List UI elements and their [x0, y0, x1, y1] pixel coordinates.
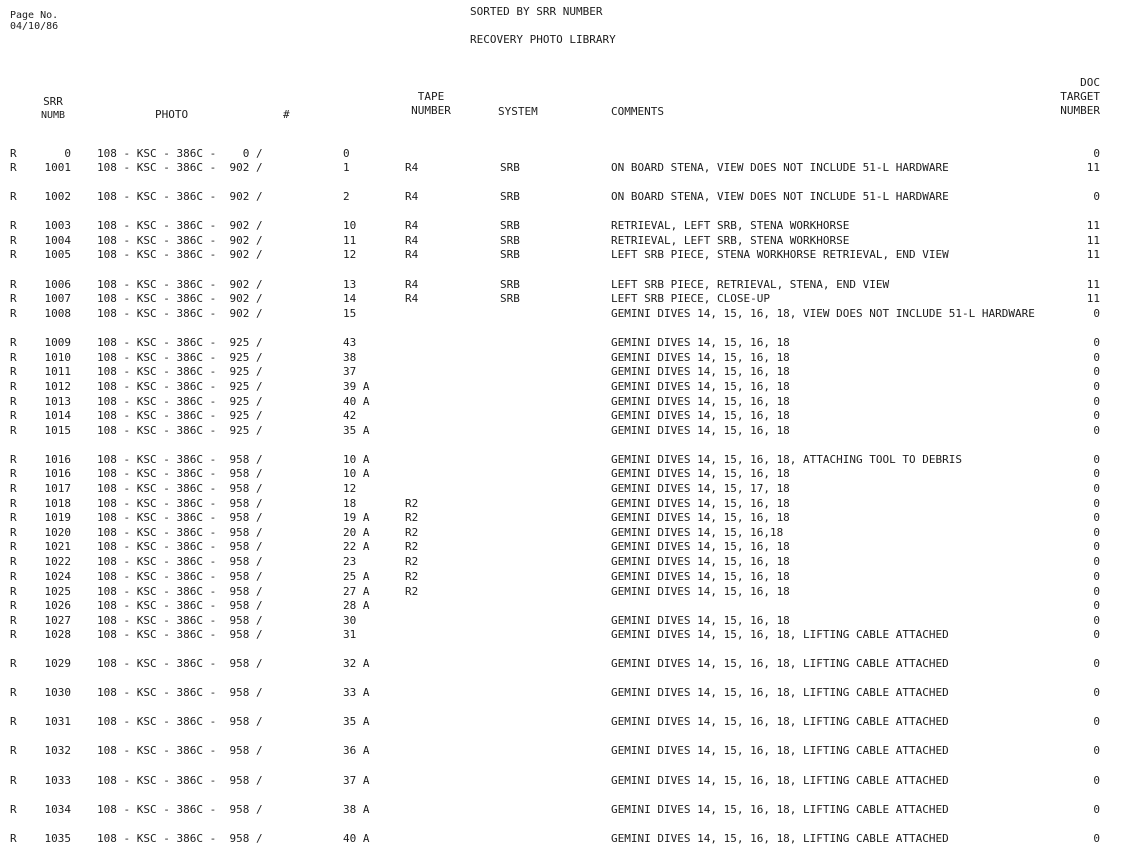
photo-id: 108 - KSC - 386C - 902 /	[97, 248, 263, 261]
photo-frame-number: 19 A	[343, 511, 370, 524]
tape-number: R2	[405, 526, 419, 539]
srr-number: 1034	[44, 803, 71, 816]
row-flag: R	[10, 219, 17, 232]
row-flag: R	[10, 585, 17, 598]
table-row	[0, 832, 1124, 862]
row-flag: R	[10, 467, 17, 480]
tape-number: R4	[405, 219, 419, 232]
photo-id: 108 - KSC - 386C - 958 /	[97, 614, 263, 627]
col-header-srr-line1: SRR	[43, 95, 63, 108]
row-flag: R	[10, 336, 17, 349]
doc-target-number: 11	[1086, 248, 1100, 261]
doc-target-number: 0	[1093, 497, 1100, 510]
comment-text: GEMINI DIVES 14, 15, 16, 18	[611, 555, 790, 568]
doc-target-number: 0	[1093, 351, 1100, 364]
srr-number: 1017	[44, 482, 71, 495]
comment-text: GEMINI DIVES 14, 15, 16, 18	[611, 351, 790, 364]
srr-number: 1007	[44, 292, 71, 305]
table-row	[0, 657, 1124, 687]
photo-id: 108 - KSC - 386C - 958 /	[97, 657, 263, 670]
row-flag: R	[10, 511, 17, 524]
col-header-doc-line3: NUMBER	[1060, 104, 1100, 117]
photo-id: 108 - KSC - 386C - 902 /	[97, 190, 263, 203]
doc-target-number: 11	[1086, 234, 1100, 247]
photo-id: 108 - KSC - 386C - 902 /	[97, 161, 263, 174]
photo-frame-number: 37	[343, 365, 357, 378]
photo-frame-number: 23	[343, 555, 357, 568]
comment-text: GEMINI DIVES 14, 15, 16, 18, LIFTING CABLE ATTACHED	[611, 686, 949, 699]
tape-number: R2	[405, 570, 419, 583]
report-date: 04/10/86	[10, 21, 59, 32]
photo-frame-number: 13	[343, 278, 357, 291]
col-header-doc-line2: TARGET	[1060, 90, 1100, 103]
photo-id: 108 - KSC - 386C - 925 /	[97, 365, 263, 378]
photo-id: 108 - KSC - 386C - 958 /	[97, 540, 263, 553]
photo-frame-number: 35 A	[343, 424, 370, 437]
table-row	[0, 190, 1124, 220]
table-row	[0, 161, 1124, 191]
srr-number: 1027	[44, 614, 71, 627]
table-row	[0, 424, 1124, 454]
system-name: SRB	[500, 292, 520, 305]
doc-target-number: 0	[1093, 467, 1100, 480]
comment-text: GEMINI DIVES 14, 15, 16, 18	[611, 497, 790, 510]
photo-id: 108 - KSC - 386C - 925 /	[97, 380, 263, 393]
comment-text: GEMINI DIVES 14, 15, 16, 18, LIFTING CABLE ATTACHED	[611, 628, 949, 641]
row-flag: R	[10, 351, 17, 364]
photo-frame-number: 30	[343, 614, 357, 627]
row-flag: R	[10, 161, 17, 174]
photo-frame-number: 36 A	[343, 744, 370, 757]
doc-target-number: 0	[1093, 585, 1100, 598]
row-flag: R	[10, 555, 17, 568]
doc-target-number: 0	[1093, 628, 1100, 641]
tape-number: R4	[405, 292, 419, 305]
photo-frame-number: 28 A	[343, 599, 370, 612]
doc-target-number: 0	[1093, 744, 1100, 757]
photo-id: 108 - KSC - 386C - 925 /	[97, 424, 263, 437]
doc-target-number: 0	[1093, 614, 1100, 627]
photo-id: 108 - KSC - 386C - 958 /	[97, 628, 263, 641]
row-flag: R	[10, 803, 17, 816]
comment-text: GEMINI DIVES 14, 15, 16, 18	[611, 365, 790, 378]
comment-text: GEMINI DIVES 14, 15, 16, 18, LIFTING CABLE ATTACHED	[611, 803, 949, 816]
report-sort-title: SORTED BY SRR NUMBER	[470, 5, 603, 18]
doc-target-number: 0	[1093, 803, 1100, 816]
tape-number: R2	[405, 585, 419, 598]
col-header-tape-line1: TAPE	[417, 90, 445, 103]
row-flag: R	[10, 365, 17, 378]
photo-frame-number: 40 A	[343, 395, 370, 408]
row-flag: R	[10, 234, 17, 247]
doc-target-number: 0	[1093, 380, 1100, 393]
photo-id: 108 - KSC - 386C - 902 /	[97, 234, 263, 247]
doc-target-number: 0	[1093, 511, 1100, 524]
photo-frame-number: 27 A	[343, 585, 370, 598]
doc-target-number: 0	[1093, 424, 1100, 437]
comment-text: GEMINI DIVES 14, 15, 16, 18, VIEW DOES NOT INCLUDE 51-L HARDWARE	[611, 307, 1035, 320]
doc-target-number: 0	[1093, 832, 1100, 845]
doc-target-number: 0	[1093, 395, 1100, 408]
srr-number: 1016	[44, 467, 71, 480]
srr-number: 1001	[44, 161, 71, 174]
system-name: SRB	[500, 278, 520, 291]
row-flag: R	[10, 686, 17, 699]
doc-target-number: 0	[1093, 409, 1100, 422]
photo-frame-number: 43	[343, 336, 357, 349]
doc-target-number: 0	[1093, 540, 1100, 553]
photo-frame-number: 35 A	[343, 715, 370, 728]
photo-id: 108 - KSC - 386C - 958 /	[97, 482, 263, 495]
photo-frame-number: 37 A	[343, 774, 370, 787]
row-flag: R	[10, 395, 17, 408]
comment-text: GEMINI DIVES 14, 15, 16, 18, LIFTING CABLE ATTACHED	[611, 832, 949, 845]
photo-frame-number: 31	[343, 628, 357, 641]
photo-id: 108 - KSC - 386C - 958 /	[97, 599, 263, 612]
srr-number: 1010	[44, 351, 71, 364]
comment-text: LEFT SRB PIECE, STENA WORKHORSE RETRIEVAL, END VIEW	[611, 248, 949, 261]
srr-number: 1025	[44, 585, 71, 598]
system-name: SRB	[500, 248, 520, 261]
comment-text: GEMINI DIVES 14, 15, 16, 18	[611, 614, 790, 627]
row-flag: R	[10, 248, 17, 261]
comment-text: GEMINI DIVES 14, 15, 16, 18	[611, 380, 790, 393]
photo-id: 108 - KSC - 386C - 902 /	[97, 278, 263, 291]
photo-frame-number: 38 A	[343, 803, 370, 816]
comment-text: GEMINI DIVES 14, 15, 16, 18, LIFTING CABLE ATTACHED	[611, 744, 949, 757]
row-flag: R	[10, 482, 17, 495]
report-library-title: RECOVERY PHOTO LIBRARY	[470, 33, 616, 46]
comment-text: GEMINI DIVES 14, 15, 17, 18	[611, 482, 790, 495]
srr-number: 1035	[44, 832, 71, 845]
photo-id: 108 - KSC - 386C - 958 /	[97, 832, 263, 845]
row-flag: R	[10, 424, 17, 437]
comment-text: GEMINI DIVES 14, 15, 16, 18	[611, 395, 790, 408]
photo-id: 108 - KSC - 386C - 958 /	[97, 744, 263, 757]
system-name: SRB	[500, 190, 520, 203]
photo-frame-number: 25 A	[343, 570, 370, 583]
row-flag: R	[10, 570, 17, 583]
col-header-doc-line1: DOC	[1080, 76, 1100, 89]
comment-text: RETRIEVAL, LEFT SRB, STENA WORKHORSE	[611, 219, 850, 232]
comment-text: ON BOARD STENA, VIEW DOES NOT INCLUDE 51-L HARDWARE	[611, 161, 949, 174]
tape-number: R4	[405, 278, 419, 291]
photo-frame-number: 40 A	[343, 832, 370, 845]
srr-number: 1033	[44, 774, 71, 787]
photo-id: 108 - KSC - 386C - 958 /	[97, 570, 263, 583]
row-flag: R	[10, 657, 17, 670]
row-flag: R	[10, 278, 17, 291]
photo-frame-number: 18	[343, 497, 357, 510]
srr-number: 0	[64, 147, 71, 160]
photo-frame-number: 32 A	[343, 657, 370, 670]
row-flag: R	[10, 832, 17, 845]
srr-number: 1021	[44, 540, 71, 553]
photo-id: 108 - KSC - 386C - 958 /	[97, 526, 263, 539]
srr-number: 1009	[44, 336, 71, 349]
photo-id: 108 - KSC - 386C - 0 /	[97, 147, 263, 160]
row-flag: R	[10, 409, 17, 422]
srr-number: 1012	[44, 380, 71, 393]
photo-frame-number: 20 A	[343, 526, 370, 539]
doc-target-number: 11	[1086, 278, 1100, 291]
photo-id: 108 - KSC - 386C - 958 /	[97, 803, 263, 816]
table-row	[0, 686, 1124, 716]
row-flag: R	[10, 744, 17, 757]
tape-number: R4	[405, 234, 419, 247]
photo-id: 108 - KSC - 386C - 958 /	[97, 715, 263, 728]
photo-frame-number: 14	[343, 292, 357, 305]
comment-text: GEMINI DIVES 14, 15, 16, 18	[611, 540, 790, 553]
row-flag: R	[10, 628, 17, 641]
system-name: SRB	[500, 219, 520, 232]
srr-number: 1002	[44, 190, 71, 203]
photo-frame-number: 42	[343, 409, 357, 422]
row-flag: R	[10, 715, 17, 728]
srr-number: 1006	[44, 278, 71, 291]
photo-id: 108 - KSC - 386C - 925 /	[97, 336, 263, 349]
system-name: SRB	[500, 234, 520, 247]
table-row	[0, 628, 1124, 658]
doc-target-number: 0	[1093, 190, 1100, 203]
doc-target-number: 0	[1093, 715, 1100, 728]
comment-text: LEFT SRB PIECE, RETRIEVAL, STENA, END VIEW	[611, 278, 890, 291]
table-row	[0, 248, 1124, 278]
doc-target-number: 0	[1093, 555, 1100, 568]
tape-number: R2	[405, 540, 419, 553]
photo-id: 108 - KSC - 386C - 958 /	[97, 585, 263, 598]
photo-frame-number: 38	[343, 351, 357, 364]
tape-number: R4	[405, 190, 419, 203]
doc-target-number: 0	[1093, 657, 1100, 670]
srr-number: 1008	[44, 307, 71, 320]
table-row	[0, 803, 1124, 833]
srr-number: 1015	[44, 424, 71, 437]
comment-text: LEFT SRB PIECE, CLOSE-UP	[611, 292, 770, 305]
srr-number: 1014	[44, 409, 71, 422]
photo-frame-number: 1	[343, 161, 350, 174]
srr-number: 1028	[44, 628, 71, 641]
doc-target-number: 11	[1086, 292, 1100, 305]
doc-target-number: 0	[1093, 482, 1100, 495]
tape-number: R4	[405, 161, 419, 174]
col-header-num: #	[283, 108, 290, 121]
photo-id: 108 - KSC - 386C - 925 /	[97, 409, 263, 422]
doc-target-number: 0	[1093, 570, 1100, 583]
comment-text: GEMINI DIVES 14, 15, 16, 18	[611, 409, 790, 422]
srr-number: 1004	[44, 234, 71, 247]
photo-id: 108 - KSC - 386C - 902 /	[97, 219, 263, 232]
srr-number: 1032	[44, 744, 71, 757]
row-flag: R	[10, 526, 17, 539]
photo-id: 108 - KSC - 386C - 925 /	[97, 395, 263, 408]
col-header-srr-line2: NUMB	[40, 110, 66, 121]
doc-target-number: 0	[1093, 365, 1100, 378]
row-flag: R	[10, 292, 17, 305]
doc-target-number: 0	[1093, 453, 1100, 466]
row-flag: R	[10, 540, 17, 553]
photo-frame-number: 15	[343, 307, 357, 320]
srr-number: 1031	[44, 715, 71, 728]
srr-number: 1020	[44, 526, 71, 539]
srr-number: 1016	[44, 453, 71, 466]
tape-number: R2	[405, 511, 419, 524]
photo-id: 108 - KSC - 386C - 958 /	[97, 497, 263, 510]
photo-id: 108 - KSC - 386C - 958 /	[97, 467, 263, 480]
photo-id: 108 - KSC - 386C - 958 /	[97, 453, 263, 466]
photo-id: 108 - KSC - 386C - 925 /	[97, 351, 263, 364]
doc-target-number: 0	[1093, 147, 1100, 160]
table-row	[0, 774, 1124, 804]
comment-text: GEMINI DIVES 14, 15, 16, 18, ATTACHING TOOL TO DEBRIS	[611, 453, 962, 466]
photo-id: 108 - KSC - 386C - 958 /	[97, 511, 263, 524]
doc-target-number: 0	[1093, 774, 1100, 787]
comment-text: RETRIEVAL, LEFT SRB, STENA WORKHORSE	[611, 234, 850, 247]
col-header-photo: PHOTO	[155, 108, 189, 121]
photo-frame-number: 10	[343, 219, 357, 232]
photo-frame-number: 10 A	[343, 467, 370, 480]
row-flag: R	[10, 147, 17, 160]
comment-text: GEMINI DIVES 14, 15, 16, 18, LIFTING CABLE ATTACHED	[611, 657, 949, 670]
srr-number: 1026	[44, 599, 71, 612]
comment-text: ON BOARD STENA, VIEW DOES NOT INCLUDE 51-L HARDWARE	[611, 190, 949, 203]
srr-number: 1029	[44, 657, 71, 670]
photo-frame-number: 39 A	[343, 380, 370, 393]
comment-text: GEMINI DIVES 14, 15, 16, 18, LIFTING CABLE ATTACHED	[611, 774, 949, 787]
doc-target-number: 0	[1093, 686, 1100, 699]
tape-number: R2	[405, 555, 419, 568]
doc-target-number: 0	[1093, 599, 1100, 612]
srr-number: 1003	[44, 219, 71, 232]
srr-number: 1018	[44, 497, 71, 510]
doc-target-number: 11	[1086, 161, 1100, 174]
comment-text: GEMINI DIVES 14, 15, 16, 18	[611, 424, 790, 437]
row-flag: R	[10, 599, 17, 612]
srr-number: 1005	[44, 248, 71, 261]
photo-frame-number: 12	[343, 482, 357, 495]
photo-frame-number: 2	[343, 190, 350, 203]
table-row	[0, 744, 1124, 774]
comment-text: GEMINI DIVES 14, 15, 16, 18, LIFTING CABLE ATTACHED	[611, 715, 949, 728]
srr-number: 1030	[44, 686, 71, 699]
system-name: SRB	[500, 161, 520, 174]
comment-text: GEMINI DIVES 14, 15, 16, 18	[611, 467, 790, 480]
table-row	[0, 715, 1124, 745]
table-row	[0, 307, 1124, 337]
row-flag: R	[10, 497, 17, 510]
comment-text: GEMINI DIVES 14, 15, 16, 18	[611, 570, 790, 583]
photo-frame-number: 11	[343, 234, 357, 247]
row-flag: R	[10, 614, 17, 627]
srr-number: 1024	[44, 570, 71, 583]
page-number-label: Page No.	[10, 10, 59, 21]
photo-id: 108 - KSC - 386C - 958 /	[97, 686, 263, 699]
srr-number: 1019	[44, 511, 71, 524]
comment-text: GEMINI DIVES 14, 15, 16,18	[611, 526, 784, 539]
photo-id: 108 - KSC - 386C - 902 /	[97, 292, 263, 305]
row-flag: R	[10, 380, 17, 393]
tape-number: R4	[405, 248, 419, 261]
srr-number: 1022	[44, 555, 71, 568]
photo-frame-number: 0	[343, 147, 350, 160]
row-flag: R	[10, 774, 17, 787]
photo-id: 108 - KSC - 386C - 902 /	[97, 307, 263, 320]
doc-target-number: 11	[1086, 219, 1100, 232]
row-flag: R	[10, 453, 17, 466]
comment-text: GEMINI DIVES 14, 15, 16, 18	[611, 336, 790, 349]
tape-number: R2	[405, 497, 419, 510]
col-header-system: SYSTEM	[498, 105, 538, 118]
srr-number: 1013	[44, 395, 71, 408]
comment-text: GEMINI DIVES 14, 15, 16, 18	[611, 585, 790, 598]
photo-frame-number: 22 A	[343, 540, 370, 553]
photo-id: 108 - KSC - 386C - 958 /	[97, 774, 263, 787]
col-header-comments: COMMENTS	[611, 105, 664, 118]
doc-target-number: 0	[1093, 307, 1100, 320]
row-flag: R	[10, 190, 17, 203]
srr-number: 1011	[44, 365, 71, 378]
photo-id: 108 - KSC - 386C - 958 /	[97, 555, 263, 568]
comment-text: GEMINI DIVES 14, 15, 16, 18	[611, 511, 790, 524]
photo-frame-number: 10 A	[343, 453, 370, 466]
doc-target-number: 0	[1093, 336, 1100, 349]
col-header-tape-line2: NUMBER	[411, 104, 451, 117]
photo-frame-number: 33 A	[343, 686, 370, 699]
row-flag: R	[10, 307, 17, 320]
photo-frame-number: 12	[343, 248, 357, 261]
doc-target-number: 0	[1093, 526, 1100, 539]
